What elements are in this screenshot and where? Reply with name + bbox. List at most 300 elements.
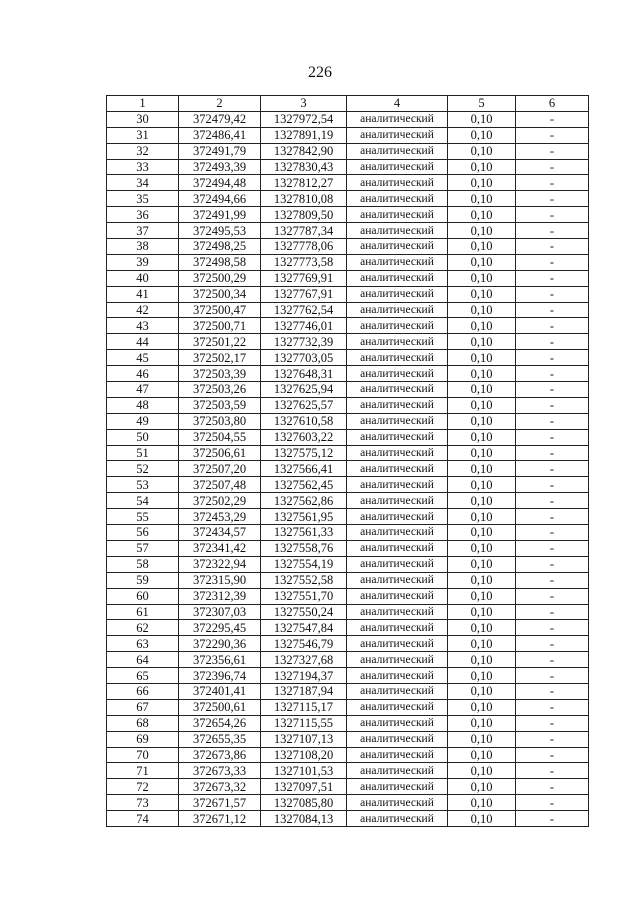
accuracy-cell: 0,10 <box>448 318 516 334</box>
y-coordinate-cell: 1327830,43 <box>261 159 347 175</box>
point-number-cell: 54 <box>107 493 179 509</box>
x-coordinate-cell: 372396,74 <box>179 668 261 684</box>
table-row <box>107 763 589 779</box>
x-coordinate-cell: 372341,42 <box>179 540 261 556</box>
point-number-cell: 33 <box>107 159 179 175</box>
accuracy-cell: 0,10 <box>448 811 516 827</box>
x-coordinate-cell: 372500,34 <box>179 286 261 302</box>
accuracy-cell: 0,10 <box>448 604 516 620</box>
y-coordinate-cell: 1327554,19 <box>261 556 347 572</box>
column-header: 6 <box>516 96 589 112</box>
point-number-cell: 58 <box>107 556 179 572</box>
method-cell: аналитический <box>347 429 448 445</box>
note-cell: - <box>516 811 589 827</box>
point-number-cell: 47 <box>107 382 179 398</box>
method-cell: аналитический <box>347 397 448 413</box>
x-coordinate-cell: 372312,39 <box>179 588 261 604</box>
point-number-cell: 37 <box>107 223 179 239</box>
x-coordinate-cell: 372498,25 <box>179 239 261 255</box>
table-row <box>107 572 589 588</box>
method-cell: аналитический <box>347 747 448 763</box>
y-coordinate-cell: 1327101,53 <box>261 763 347 779</box>
note-cell: - <box>516 254 589 270</box>
method-cell: аналитический <box>347 556 448 572</box>
table-row <box>107 731 589 747</box>
table-row <box>107 159 589 175</box>
note-cell: - <box>516 143 589 159</box>
y-coordinate-cell: 1327812,27 <box>261 175 347 191</box>
table-row <box>107 223 589 239</box>
point-number-cell: 72 <box>107 779 179 795</box>
method-cell: аналитический <box>347 731 448 747</box>
y-coordinate-cell: 1327552,58 <box>261 572 347 588</box>
table-row <box>107 811 589 827</box>
x-coordinate-cell: 372434,57 <box>179 525 261 541</box>
y-coordinate-cell: 1327891,19 <box>261 127 347 143</box>
y-coordinate-cell: 1327603,22 <box>261 429 347 445</box>
accuracy-cell: 0,10 <box>448 302 516 318</box>
point-number-cell: 62 <box>107 620 179 636</box>
point-number-cell: 61 <box>107 604 179 620</box>
y-coordinate-cell: 1327625,94 <box>261 382 347 398</box>
point-number-cell: 45 <box>107 350 179 366</box>
method-cell: аналитический <box>347 779 448 795</box>
y-coordinate-cell: 1327558,76 <box>261 540 347 556</box>
accuracy-cell: 0,10 <box>448 652 516 668</box>
method-cell: аналитический <box>347 461 448 477</box>
table-row <box>107 302 589 318</box>
point-number-cell: 67 <box>107 699 179 715</box>
point-number-cell: 31 <box>107 127 179 143</box>
accuracy-cell: 0,10 <box>448 111 516 127</box>
point-number-cell: 55 <box>107 509 179 525</box>
y-coordinate-cell: 1327115,55 <box>261 715 347 731</box>
method-cell: аналитический <box>347 683 448 699</box>
point-number-cell: 41 <box>107 286 179 302</box>
point-number-cell: 43 <box>107 318 179 334</box>
y-coordinate-cell: 1327787,34 <box>261 223 347 239</box>
accuracy-cell: 0,10 <box>448 175 516 191</box>
accuracy-cell: 0,10 <box>448 699 516 715</box>
method-cell: аналитический <box>347 239 448 255</box>
method-cell: аналитический <box>347 652 448 668</box>
x-coordinate-cell: 372503,39 <box>179 366 261 382</box>
accuracy-cell: 0,10 <box>448 731 516 747</box>
y-coordinate-cell: 1327773,58 <box>261 254 347 270</box>
method-cell: аналитический <box>347 143 448 159</box>
note-cell: - <box>516 175 589 191</box>
point-number-cell: 40 <box>107 270 179 286</box>
x-coordinate-cell: 372500,47 <box>179 302 261 318</box>
x-coordinate-cell: 372491,79 <box>179 143 261 159</box>
accuracy-cell: 0,10 <box>448 191 516 207</box>
note-cell: - <box>516 715 589 731</box>
point-number-cell: 73 <box>107 795 179 811</box>
y-coordinate-cell: 1327562,86 <box>261 493 347 509</box>
accuracy-cell: 0,10 <box>448 239 516 255</box>
method-cell: аналитический <box>347 811 448 827</box>
method-cell: аналитический <box>347 318 448 334</box>
method-cell: аналитический <box>347 159 448 175</box>
method-cell: аналитический <box>347 525 448 541</box>
x-coordinate-cell: 372501,22 <box>179 334 261 350</box>
table-row <box>107 795 589 811</box>
note-cell: - <box>516 397 589 413</box>
table-row <box>107 779 589 795</box>
accuracy-cell: 0,10 <box>448 493 516 509</box>
note-cell: - <box>516 604 589 620</box>
note-cell: - <box>516 270 589 286</box>
x-coordinate-cell: 372401,41 <box>179 683 261 699</box>
point-number-cell: 48 <box>107 397 179 413</box>
table-row <box>107 366 589 382</box>
y-coordinate-cell: 1327547,84 <box>261 620 347 636</box>
note-cell: - <box>516 525 589 541</box>
accuracy-cell: 0,10 <box>448 270 516 286</box>
point-number-cell: 71 <box>107 763 179 779</box>
accuracy-cell: 0,10 <box>448 382 516 398</box>
accuracy-cell: 0,10 <box>448 461 516 477</box>
note-cell: - <box>516 302 589 318</box>
x-coordinate-cell: 372502,17 <box>179 350 261 366</box>
note-cell: - <box>516 429 589 445</box>
y-coordinate-cell: 1327746,01 <box>261 318 347 334</box>
accuracy-cell: 0,10 <box>448 127 516 143</box>
x-coordinate-cell: 372491,99 <box>179 207 261 223</box>
accuracy-cell: 0,10 <box>448 286 516 302</box>
y-coordinate-cell: 1327115,17 <box>261 699 347 715</box>
accuracy-cell: 0,10 <box>448 413 516 429</box>
note-cell: - <box>516 223 589 239</box>
method-cell: аналитический <box>347 540 448 556</box>
accuracy-cell: 0,10 <box>448 334 516 350</box>
point-number-cell: 70 <box>107 747 179 763</box>
accuracy-cell: 0,10 <box>448 588 516 604</box>
table-row <box>107 493 589 509</box>
note-cell: - <box>516 572 589 588</box>
x-coordinate-cell: 372673,86 <box>179 747 261 763</box>
x-coordinate-cell: 372479,42 <box>179 111 261 127</box>
x-coordinate-cell: 372500,29 <box>179 270 261 286</box>
point-number-cell: 57 <box>107 540 179 556</box>
note-cell: - <box>516 318 589 334</box>
y-coordinate-cell: 1327550,24 <box>261 604 347 620</box>
table-row <box>107 382 589 398</box>
table-row <box>107 254 589 270</box>
x-coordinate-cell: 372495,53 <box>179 223 261 239</box>
method-cell: аналитический <box>347 175 448 191</box>
accuracy-cell: 0,10 <box>448 683 516 699</box>
method-cell: аналитический <box>347 127 448 143</box>
note-cell: - <box>516 127 589 143</box>
method-cell: аналитический <box>347 604 448 620</box>
accuracy-cell: 0,10 <box>448 445 516 461</box>
x-coordinate-cell: 372673,32 <box>179 779 261 795</box>
method-cell: аналитический <box>347 509 448 525</box>
table-row <box>107 429 589 445</box>
accuracy-cell: 0,10 <box>448 366 516 382</box>
table-row <box>107 461 589 477</box>
column-header: 2 <box>179 96 261 112</box>
x-coordinate-cell: 372671,57 <box>179 795 261 811</box>
y-coordinate-cell: 1327546,79 <box>261 636 347 652</box>
method-cell: аналитический <box>347 207 448 223</box>
y-coordinate-cell: 1327648,31 <box>261 366 347 382</box>
table-row <box>107 413 589 429</box>
point-number-cell: 52 <box>107 461 179 477</box>
y-coordinate-cell: 1327566,41 <box>261 461 347 477</box>
point-number-cell: 66 <box>107 683 179 699</box>
note-cell: - <box>516 350 589 366</box>
x-coordinate-cell: 372504,55 <box>179 429 261 445</box>
point-number-cell: 39 <box>107 254 179 270</box>
x-coordinate-cell: 372507,20 <box>179 461 261 477</box>
y-coordinate-cell: 1327561,33 <box>261 525 347 541</box>
accuracy-cell: 0,10 <box>448 779 516 795</box>
table-row <box>107 525 589 541</box>
table-body <box>107 111 589 826</box>
method-cell: аналитический <box>347 445 448 461</box>
y-coordinate-cell: 1327327,68 <box>261 652 347 668</box>
accuracy-cell: 0,10 <box>448 350 516 366</box>
x-coordinate-cell: 372500,71 <box>179 318 261 334</box>
y-coordinate-cell: 1327097,51 <box>261 779 347 795</box>
point-number-cell: 34 <box>107 175 179 191</box>
table-row <box>107 540 589 556</box>
method-cell: аналитический <box>347 302 448 318</box>
y-coordinate-cell: 1327625,57 <box>261 397 347 413</box>
y-coordinate-cell: 1327107,13 <box>261 731 347 747</box>
method-cell: аналитический <box>347 334 448 350</box>
note-cell: - <box>516 461 589 477</box>
y-coordinate-cell: 1327809,50 <box>261 207 347 223</box>
accuracy-cell: 0,10 <box>448 397 516 413</box>
note-cell: - <box>516 334 589 350</box>
accuracy-cell: 0,10 <box>448 223 516 239</box>
note-cell: - <box>516 779 589 795</box>
accuracy-cell: 0,10 <box>448 509 516 525</box>
method-cell: аналитический <box>347 191 448 207</box>
method-cell: аналитический <box>347 699 448 715</box>
x-coordinate-cell: 372356,61 <box>179 652 261 668</box>
note-cell: - <box>516 668 589 684</box>
accuracy-cell: 0,10 <box>448 143 516 159</box>
method-cell: аналитический <box>347 636 448 652</box>
method-cell: аналитический <box>347 588 448 604</box>
note-cell: - <box>516 636 589 652</box>
y-coordinate-cell: 1327842,90 <box>261 143 347 159</box>
note-cell: - <box>516 683 589 699</box>
accuracy-cell: 0,10 <box>448 572 516 588</box>
note-cell: - <box>516 795 589 811</box>
point-number-cell: 60 <box>107 588 179 604</box>
method-cell: аналитический <box>347 620 448 636</box>
point-number-cell: 35 <box>107 191 179 207</box>
x-coordinate-cell: 372494,66 <box>179 191 261 207</box>
x-coordinate-cell: 372493,39 <box>179 159 261 175</box>
y-coordinate-cell: 1327562,45 <box>261 477 347 493</box>
x-coordinate-cell: 372654,26 <box>179 715 261 731</box>
note-cell: - <box>516 191 589 207</box>
point-number-cell: 56 <box>107 525 179 541</box>
accuracy-cell: 0,10 <box>448 525 516 541</box>
point-number-cell: 59 <box>107 572 179 588</box>
method-cell: аналитический <box>347 366 448 382</box>
page-number: 226 <box>308 64 332 81</box>
accuracy-cell: 0,10 <box>448 715 516 731</box>
note-cell: - <box>516 477 589 493</box>
method-cell: аналитический <box>347 382 448 398</box>
accuracy-cell: 0,10 <box>448 620 516 636</box>
method-cell: аналитический <box>347 350 448 366</box>
table-row <box>107 683 589 699</box>
coordinates-table <box>106 95 589 827</box>
x-coordinate-cell: 372507,48 <box>179 477 261 493</box>
point-number-cell: 64 <box>107 652 179 668</box>
method-cell: аналитический <box>347 111 448 127</box>
x-coordinate-cell: 372503,26 <box>179 382 261 398</box>
y-coordinate-cell: 1327778,06 <box>261 239 347 255</box>
note-cell: - <box>516 699 589 715</box>
y-coordinate-cell: 1327561,95 <box>261 509 347 525</box>
note-cell: - <box>516 286 589 302</box>
y-coordinate-cell: 1327194,37 <box>261 668 347 684</box>
y-coordinate-cell: 1327575,12 <box>261 445 347 461</box>
point-number-cell: 50 <box>107 429 179 445</box>
table-row <box>107 715 589 731</box>
method-cell: аналитический <box>347 795 448 811</box>
note-cell: - <box>516 763 589 779</box>
note-cell: - <box>516 540 589 556</box>
note-cell: - <box>516 588 589 604</box>
x-coordinate-cell: 372453,29 <box>179 509 261 525</box>
accuracy-cell: 0,10 <box>448 540 516 556</box>
note-cell: - <box>516 413 589 429</box>
note-cell: - <box>516 556 589 572</box>
table-row <box>107 668 589 684</box>
note-cell: - <box>516 159 589 175</box>
accuracy-cell: 0,10 <box>448 763 516 779</box>
x-coordinate-cell: 372502,29 <box>179 493 261 509</box>
point-number-cell: 51 <box>107 445 179 461</box>
x-coordinate-cell: 372307,03 <box>179 604 261 620</box>
point-number-cell: 65 <box>107 668 179 684</box>
note-cell: - <box>516 620 589 636</box>
y-coordinate-cell: 1327187,94 <box>261 683 347 699</box>
table-row <box>107 588 589 604</box>
x-coordinate-cell: 372486,41 <box>179 127 261 143</box>
y-coordinate-cell: 1327551,70 <box>261 588 347 604</box>
note-cell: - <box>516 445 589 461</box>
y-coordinate-cell: 1327610,58 <box>261 413 347 429</box>
method-cell: аналитический <box>347 223 448 239</box>
method-cell: аналитический <box>347 477 448 493</box>
accuracy-cell: 0,10 <box>448 429 516 445</box>
note-cell: - <box>516 493 589 509</box>
point-number-cell: 63 <box>107 636 179 652</box>
x-coordinate-cell: 372494,48 <box>179 175 261 191</box>
note-cell: - <box>516 731 589 747</box>
method-cell: аналитический <box>347 413 448 429</box>
table-row <box>107 477 589 493</box>
method-cell: аналитический <box>347 668 448 684</box>
table-row <box>107 207 589 223</box>
column-header: 1 <box>107 96 179 112</box>
accuracy-cell: 0,10 <box>448 668 516 684</box>
method-cell: аналитический <box>347 254 448 270</box>
x-coordinate-cell: 372673,33 <box>179 763 261 779</box>
accuracy-cell: 0,10 <box>448 795 516 811</box>
table-row <box>107 318 589 334</box>
accuracy-cell: 0,10 <box>448 556 516 572</box>
table-row <box>107 334 589 350</box>
column-header: 5 <box>448 96 516 112</box>
note-cell: - <box>516 747 589 763</box>
point-number-cell: 68 <box>107 715 179 731</box>
x-coordinate-cell: 372503,80 <box>179 413 261 429</box>
accuracy-cell: 0,10 <box>448 747 516 763</box>
x-coordinate-cell: 372503,59 <box>179 397 261 413</box>
table-row <box>107 191 589 207</box>
table-row <box>107 143 589 159</box>
table-row <box>107 509 589 525</box>
point-number-cell: 46 <box>107 366 179 382</box>
method-cell: аналитический <box>347 493 448 509</box>
point-number-cell: 32 <box>107 143 179 159</box>
y-coordinate-cell: 1327769,91 <box>261 270 347 286</box>
table-row <box>107 652 589 668</box>
table-row <box>107 111 589 127</box>
x-coordinate-cell: 372322,94 <box>179 556 261 572</box>
point-number-cell: 53 <box>107 477 179 493</box>
x-coordinate-cell: 372500,61 <box>179 699 261 715</box>
y-coordinate-cell: 1327762,54 <box>261 302 347 318</box>
y-coordinate-cell: 1327085,80 <box>261 795 347 811</box>
y-coordinate-cell: 1327767,91 <box>261 286 347 302</box>
y-coordinate-cell: 1327972,54 <box>261 111 347 127</box>
point-number-cell: 36 <box>107 207 179 223</box>
table-row <box>107 445 589 461</box>
accuracy-cell: 0,10 <box>448 207 516 223</box>
point-number-cell: 44 <box>107 334 179 350</box>
method-cell: аналитический <box>347 572 448 588</box>
accuracy-cell: 0,10 <box>448 477 516 493</box>
method-cell: аналитический <box>347 270 448 286</box>
y-coordinate-cell: 1327732,39 <box>261 334 347 350</box>
column-header: 3 <box>261 96 347 112</box>
x-coordinate-cell: 372671,12 <box>179 811 261 827</box>
accuracy-cell: 0,10 <box>448 636 516 652</box>
point-number-cell: 42 <box>107 302 179 318</box>
x-coordinate-cell: 372655,35 <box>179 731 261 747</box>
x-coordinate-cell: 372506,61 <box>179 445 261 461</box>
note-cell: - <box>516 509 589 525</box>
note-cell: - <box>516 239 589 255</box>
note-cell: - <box>516 366 589 382</box>
note-cell: - <box>516 207 589 223</box>
point-number-cell: 49 <box>107 413 179 429</box>
table-row <box>107 350 589 366</box>
table-row <box>107 556 589 572</box>
table-row <box>107 636 589 652</box>
accuracy-cell: 0,10 <box>448 254 516 270</box>
point-number-cell: 69 <box>107 731 179 747</box>
method-cell: аналитический <box>347 715 448 731</box>
table-row <box>107 127 589 143</box>
point-number-cell: 30 <box>107 111 179 127</box>
x-coordinate-cell: 372498,58 <box>179 254 261 270</box>
table-row <box>107 270 589 286</box>
